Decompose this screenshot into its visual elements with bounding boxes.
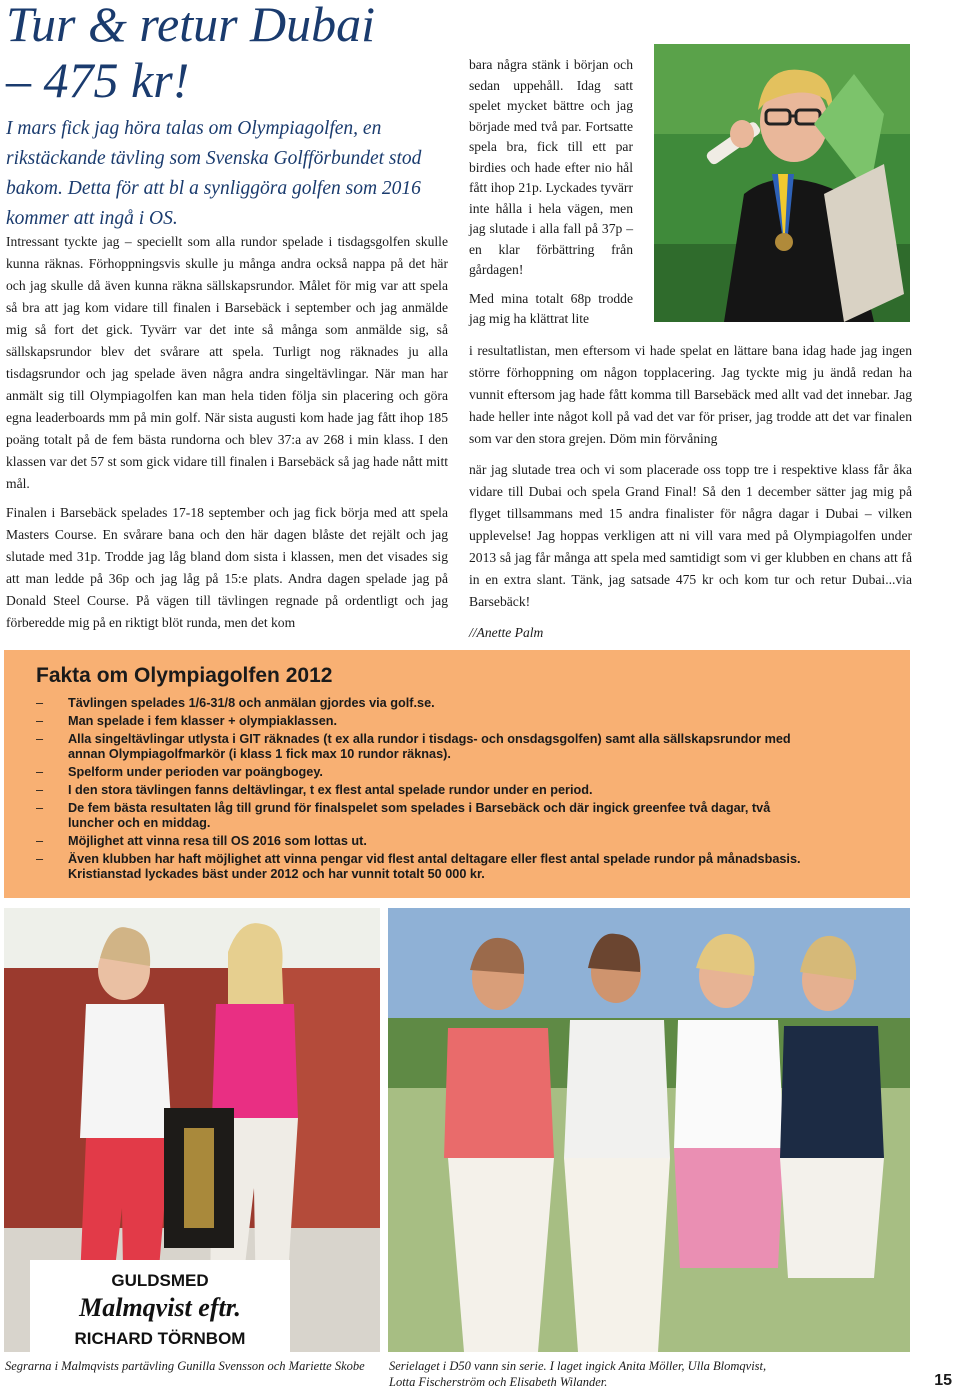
facts-item: – Även klubben har haft möjlighet att vinna pengar vid flest antal deltagare eller flest antal spelade rundor på månadsbasis. Kristianstad lyckades bäst under 2012 och har vunnit totalt 50 000 kr. (36, 852, 801, 881)
facts-item: – Tävlingen spelades 1/6-31/8 och anmälan gjordes via golf.se. (36, 696, 435, 710)
facts-item: – I den stora tävlingen fanns deltävlingar, t ex flest antal spelade rundor under en period. (36, 783, 593, 797)
dash-bullet: – (36, 732, 44, 746)
sign-text: RICHARD TÖRNBOM (74, 1329, 246, 1348)
facts-item: – Alla singeltävlingar utlysta i GIT räknades (t ex alla rundor i tisdags- och onsdagsgolfen) samt alla sällskapsrundor med annan Olympiagolfmarkör (i klass 1 fick max 10 rundor räknas). (36, 732, 791, 761)
body-paragraph: bara några stänk i början och sedan uppehåll. Idag satt spelet mycket bättre och jag började med två par. Fortsatte spela bra, fick till ett par birdies och hade efter nio hål fått ihop 21p. Lyckades tyvärr inte hålla i hela vägen, men jag slutade i alla fall på 37p – en klar förbättring från gårdagen! (469, 57, 633, 277)
title-line-2: – 475 kr! (6, 52, 190, 108)
facts-item: – Möjlighet att vinna resa till OS 2016 som lottas ut. (36, 834, 367, 848)
facts-box (4, 650, 910, 898)
facts-item: – De fem bästa resultaten låg till grund för finalspelet som spelades i Barsebäck och där ingick greenfee två dagar, två luncher och en middag. (36, 801, 771, 830)
caption-line: Lotta Fischerström och Elisabeth Wilander. (389, 1375, 608, 1389)
caption-line: Serielaget i D50 vann sin serie. I laget ingick Anita Möller, Ulla Blomqvist, (389, 1359, 767, 1373)
body-paragraph: i resultatlistan, men eftersom vi hade spelat en lättare bana idag hade jag ingen större förhoppning om någon topplacering. Jag tyckte mig ju ändå redan ha vunnit eftersom jag hade fått komma till Barsebäck med allt vad det innebar. Jag hade heller inte något koll på vad det var för priser, jag trodde att det var finalen som var den stora grejen. Döm min förvåning (469, 343, 912, 446)
facts-heading: Fakta om Olympiagolfen 2012 (36, 664, 333, 687)
dash-bullet: – (36, 783, 44, 797)
facts-item: – Spelform under perioden var poängbogey. (36, 765, 323, 779)
photo-team-four (388, 908, 910, 1352)
dash-bullet: – (36, 834, 44, 848)
body-paragraph: Finalen i Barsebäck spelades 17-18 september och jag fick börja med att spela Masters Course. En svårare bana och den här dagen blåste det rejält och jag slutade med 31p. Trodde jag låg bland dom sista i klassen, men det visades sig att man ledde på 36p och jag låg på 15:e plats. Andra dagen spelade jag på Donald Steel Course. På vägen till tävlingen regnade på ordentligt och jag förberedde mig på en riktigt blöt runda, men det kom (6, 505, 448, 630)
sign-text: GULDSMED (111, 1271, 209, 1290)
dash-bullet: – (36, 852, 44, 866)
photo-winner-portrait (654, 44, 910, 322)
caption-right-photo (389, 1358, 909, 1390)
body-paragraph: Intressant tyckte jag – speciellt som alla rundor spelade i tisdagsgolfen skulle kunna räknas. Förhoppningsvis skulle ju många andra också nappa på det här och jag skulle då även kunna räkna sällskapsrundor. Målet för mig var att spela så bra att jag kom vidare till finalen i Barsebäck i september och jag anmälde mig så fort det gick. Tyvärr var det inte så många som anmälde sig, så sällskapsrundor blev det svårare att spela. Turligt nog räknades ju alla tisdagsrundor och jag spelade även några andra singeltävlingar. När man har anmält sig till Olympiagolfen kan man hela tiden följa sin placering och göra egna leaderboards mm på min golf. När sista augusti kom hade jag fått ihop 185 poäng totalt på de fem bästa rundorna och blev 37:a av 268 i min klass. I den klassen var det 57 st som gick vidare till finalen i Barsebäck så jag hade nått mitt mål. (6, 234, 448, 491)
title-line-1: Tur & retur Dubai (6, 0, 376, 52)
dash-bullet: – (36, 801, 44, 815)
facts-item: – Man spelade i fem klasser + olympiaklassen. (36, 714, 338, 728)
photo-pair-winners (4, 908, 380, 1352)
right-column-top (469, 55, 633, 338)
caption-left-photo: Segrarna i Malmqvists partävling Gunilla Svensson och Mariette Skobe (5, 1359, 365, 1373)
article-title (6, 0, 375, 108)
page-number: 15 (934, 1372, 952, 1389)
facts-list (36, 696, 816, 885)
right-column (469, 340, 912, 644)
body-paragraph: Med mina totalt 68p trodde jag mig ha klättrat lite (469, 290, 633, 326)
lead-paragraph: I mars fick jag höra talas om Olympiagolfen, en rikstäckande tävling som Svenska Golfförbundet stod bakom. Detta för att bl a synliggöra golfen som 2016 kommer att ingå i OS. (6, 118, 422, 229)
body-paragraph: när jag slutade trea och vi som placerade oss topp tre i respektive klass får åka vidare till Dubai och spela Grand Final! Så den 1 december sätter jag mig på flyget tillsammans med 15 andra finalister för några dagar i Dubai – vilken upplevelse! Jag hoppas verkligen att ni vill vara med på Olympiagolfen under 2013 så jag får många att spela med samtidigt som vi ger klubben en chans att få in en extra slant. Tänk, jag satsade 475 kr och kom tur och retur Dubai...via Barsebäck! (469, 462, 912, 609)
dash-bullet: – (36, 714, 44, 728)
left-column (6, 231, 448, 641)
dash-bullet: – (36, 765, 44, 779)
author-signature: //Anette Palm (469, 625, 544, 640)
sign-text: Malmqvist eftr. (79, 1293, 241, 1322)
dash-bullet: – (36, 696, 44, 710)
